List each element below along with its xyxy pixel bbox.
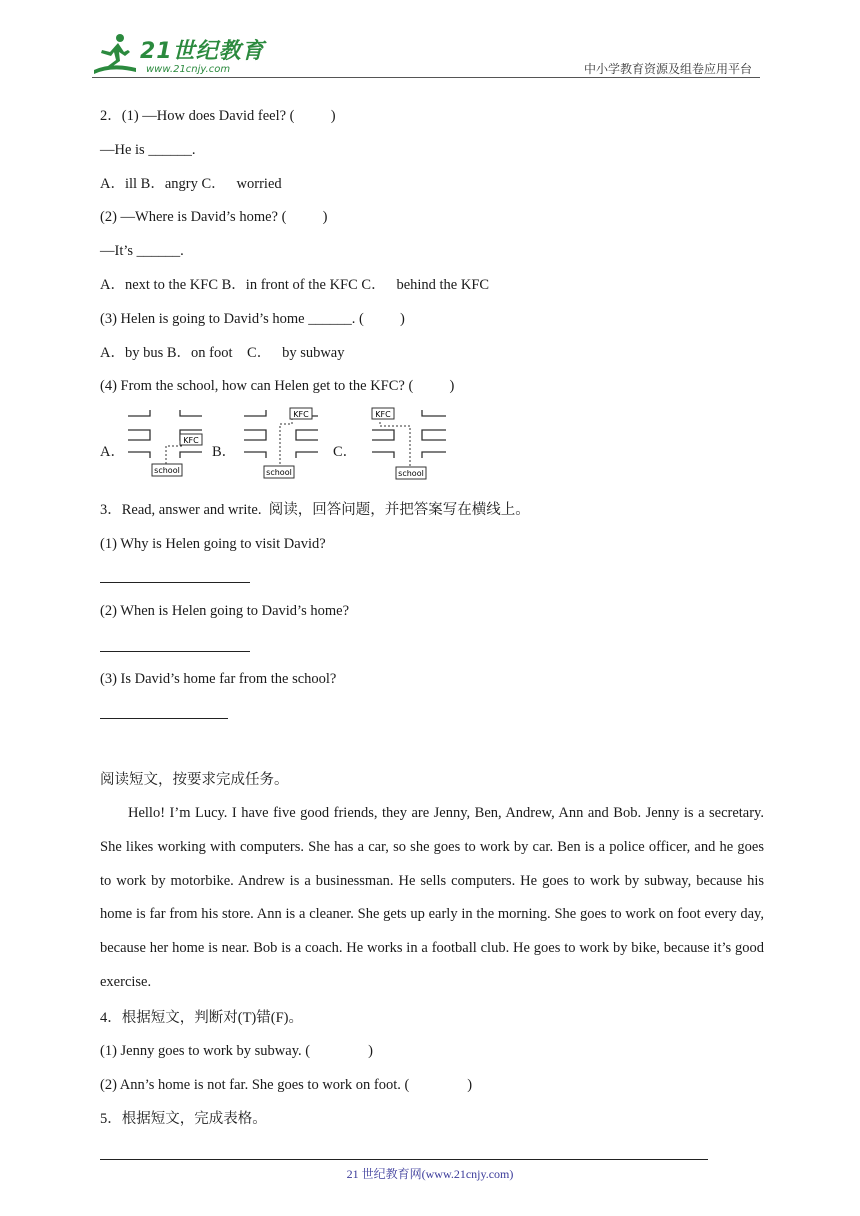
- reading-passage: [100, 797, 764, 1000]
- q2-answer-1: —He is ______.: [100, 142, 196, 158]
- header-divider: [92, 77, 760, 78]
- q2-options-3: A．by bus B．on foot C． by subway: [100, 345, 345, 361]
- q2-question-3: (3) Helen is going to David’s home ______. ( ): [100, 311, 405, 327]
- map-option-c: [366, 406, 452, 482]
- map-a-kfc-label: KFC: [183, 436, 199, 445]
- footer-divider: [100, 1159, 708, 1160]
- q5-title: 5．根据短文，完成表格。: [100, 1111, 267, 1127]
- option-c-label: C．: [333, 444, 358, 460]
- map-option-b: [238, 406, 324, 482]
- map-option-a: [122, 406, 208, 482]
- q2-answer-2: —It’s ______.: [100, 243, 184, 259]
- brand-url: www.21cnjy.com: [146, 64, 231, 75]
- q3-prompt-3: (3) Is David’s home far from the school?: [100, 671, 337, 687]
- site-logo: [92, 32, 265, 76]
- q4-statement-1: (1) Jenny goes to work by subway. ( ): [100, 1043, 373, 1059]
- q3-prompt-1: (1) Why is Helen going to visit David?: [100, 536, 326, 552]
- reading-instruction: 阅读短文，按要求完成任务。: [100, 772, 289, 788]
- q2-options-2: A．next to the KFC B．in front of the KFC C． behind the KFC: [100, 277, 490, 293]
- map-c-kfc-label: KFC: [375, 410, 391, 419]
- map-b-school-label: school: [266, 468, 292, 477]
- option-a-label: A．: [100, 444, 125, 460]
- q3-answer-line-1[interactable]: [100, 582, 250, 583]
- q4-statement-2: (2) Ann’s home is not far. She goes to work on foot. ( ): [100, 1077, 473, 1093]
- q4-title: 4．根据短文，判断对(T)错(F)。: [100, 1010, 303, 1026]
- footer-text: 21 世纪教育网(www.21cnjy.com): [346, 1167, 514, 1181]
- platform-text: 中小学教育资源及组卷应用平台: [583, 62, 752, 76]
- q2-options-1: A．ill B．angry C． worried: [100, 176, 282, 192]
- map-c-school-label: school: [398, 469, 424, 478]
- q3-answer-line-3[interactable]: [100, 718, 228, 719]
- q2-question-2: (2) —Where is David’s home? ( ): [100, 209, 328, 225]
- brand-name: 21世纪教育: [140, 39, 265, 64]
- q2-question-1: 2．(1) —How does David feel? ( ): [100, 108, 336, 124]
- q2-question-4: (4) From the school, how can Helen get to the KFC? ( ): [100, 378, 455, 394]
- page-header: [92, 30, 760, 78]
- runner-icon: [92, 32, 138, 76]
- q3-answer-line-2[interactable]: [100, 651, 250, 652]
- option-b-label: B．: [212, 444, 237, 460]
- map-b-kfc-label: KFC: [293, 410, 309, 419]
- map-a-school-label: school: [154, 466, 180, 475]
- reading-passage-text: Hello! I’m Lucy. I have five good friends, they are Jenny, Ben, Andrew, Ann and Bob. Jenny is a secretary. She likes working with computers. She has a car, so she goes to work by car. Ben is a police officer, and he goes to work by motorbike. Andrew is a businessman. He sells computers. He goes to work by subway, because his home is far from his store. Ann is a cleaner. She gets up early in the morning. She goes to work on foot every day, because her home is near. Bob is a coach. He works in a football club. He goes to work by bike, because it’s good exercise.: [100, 805, 764, 990]
- q3-title: 3．Read, answer and write. 阅读，回答问题，并把答案写在横线上。: [100, 502, 530, 518]
- q3-prompt-2: (2) When is Helen going to David’s home?: [100, 603, 349, 619]
